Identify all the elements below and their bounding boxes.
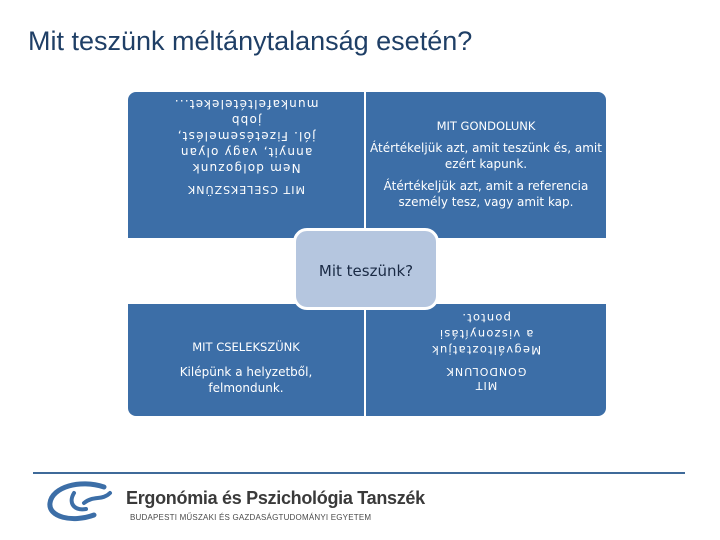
quadrant-bottom-right-body: Megváltoztatjuk a viszonyítási pontot.: [430, 311, 542, 357]
footer-divider: [33, 472, 685, 474]
quadrant-bottom-right-heading: MIT GONDOLUNK: [445, 365, 527, 392]
quadrant-top-right-body-2: Átértékeljük azt, amit a referencia személy tesz, vagy amit kap.: [383, 179, 589, 209]
quadrant-top-right: [366, 92, 606, 238]
quadrant-bottom-left-heading: MIT CSELEKSZÜNK: [192, 340, 300, 354]
quadrant-bottom-left-body: Kilépünk a helyzetből, felmondunk.: [179, 365, 313, 395]
quadrant-top-right-text: [366, 92, 606, 238]
quadrant-bottom-right: [366, 304, 606, 416]
quadrant-top-left-heading: MIT CSELEKSZÜNK: [187, 183, 305, 196]
quadrant-top-left-text: [128, 92, 364, 238]
org-subtitle: BUDAPESTI MŰSZAKI ÉS GAZDASÁGTUDOMÁNYI EGYETEM: [130, 513, 372, 522]
center-label: Mit teszünk?: [318, 262, 414, 280]
quadrant-bottom-left-text: [128, 304, 364, 416]
center-box: [293, 228, 439, 310]
quadrant-top-left: [128, 92, 364, 238]
org-name: Ergonómia és Pszichológia Tanszék: [126, 488, 425, 508]
bme-ergonomics-logo-icon: [44, 481, 118, 525]
quadrant-bottom-left: [128, 304, 364, 416]
quadrant-bottom-right-text: [366, 304, 606, 416]
quadrant-top-right-heading: MIT GONDOLUNK: [436, 119, 536, 133]
quadrant-top-left-body: Nem dolgozunk annyit, vagy olyan jól. Fizetésemelést, jobb munkafeltételeket...: [173, 97, 319, 175]
quadrant-top-right-body-1: Átértékeljük azt, amit teszünk és, amit ezért kapunk.: [370, 141, 602, 171]
slide-title: Mit teszünk méltánytalanság esetén?: [28, 26, 473, 56]
